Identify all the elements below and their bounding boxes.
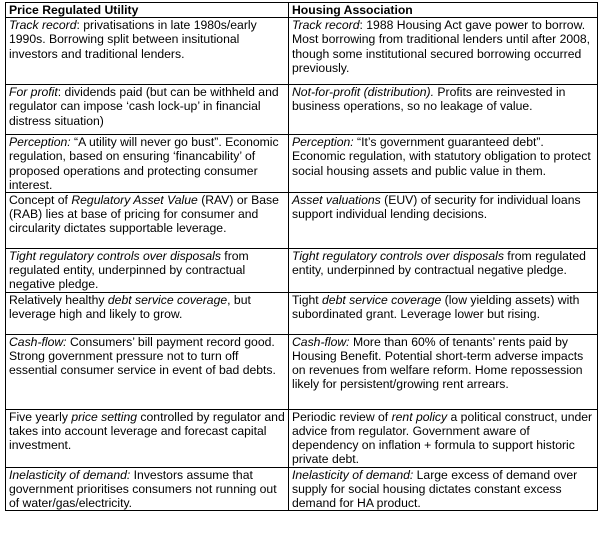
cell-text: controlled by regulator and takes into account leverage and forecast capital investment.: [9, 409, 285, 453]
cell-emphasis: Tight regulatory controls over disposals: [9, 249, 221, 264]
cell-prefix: Concept of: [9, 193, 72, 208]
cell-emphasis: rent policy: [391, 409, 448, 424]
cell-text: from regulated entity, underpinned by contractual negative pledge.: [292, 249, 586, 278]
housing-cell: [289, 409, 598, 467]
table-row: [6, 85, 598, 135]
header-housing-association: Housing Association: [289, 3, 598, 18]
cell-emphasis: Track record: [292, 18, 360, 33]
utility-cell: [6, 135, 289, 193]
cell-emphasis: Not-for-profit (distribution).: [292, 85, 435, 100]
cell-prefix: Relatively healthy: [9, 292, 108, 307]
utility-cell: [6, 409, 289, 467]
cell-prefix: Tight: [292, 292, 323, 307]
utility-cell: [6, 292, 289, 334]
utility-cell: [6, 467, 289, 511]
header-row: [6, 3, 598, 18]
cell-prefix: Five yearly: [9, 409, 72, 424]
cell-text: “It’s government guaranteed debt”. Economic regulation, with statutory obligation to protect social housing assets and public value in them.: [292, 135, 591, 178]
cell-text: from regulated entity, underpinned by contractual negative pledge.: [9, 249, 249, 292]
cell-text: Large excess of demand over supply for social housing dictates constant excess demand for HA product.: [292, 467, 578, 511]
cell-text: , but leverage high and likely to grow.: [9, 292, 251, 321]
utility-cell: [6, 193, 289, 249]
housing-cell: [289, 334, 598, 409]
cell-emphasis: Track record: [9, 18, 77, 33]
cell-emphasis: Inelasticity of demand:: [292, 467, 414, 482]
cell-text: : dividends paid (but can be withheld and regulator can impose ‘cash lock-up’ in financial distress situation): [9, 85, 279, 128]
cell-text: Consumers’ bill payment record good. Strong government pressure not to turn off essential consumer service in event of bad debts.: [9, 334, 276, 378]
table-row: [6, 249, 598, 293]
cell-emphasis: debt service coverage: [107, 292, 228, 307]
cell-prefix: Periodic review of: [292, 409, 392, 424]
table-row: [6, 334, 598, 409]
housing-cell: [289, 135, 598, 193]
cell-emphasis: Cash-flow:: [9, 334, 67, 349]
utility-cell: [6, 85, 289, 135]
cell-text: (low yielding assets) with subordinated grant. Leverage lower but rising.: [292, 292, 580, 321]
housing-cell: [289, 249, 598, 293]
housing-cell: [289, 18, 598, 85]
housing-cell: [289, 292, 598, 334]
comparison-table: [5, 2, 598, 511]
cell-text: Profits are reinvested in business operations, so no leakage of value.: [292, 85, 566, 114]
utility-cell: [6, 334, 289, 409]
cell-text: More than 60% of tenants’ rents paid by Housing Benefit. Potential short-term adverse impacts on revenues from welfare reform. Home repossession likely for persistent/growing rent arrears.: [292, 334, 584, 392]
table-row: [6, 18, 598, 85]
cell-text: a political construct, under advice from regulator. Government aware of dependency on inflation + formula to support historic private debt.: [292, 409, 593, 467]
cell-emphasis: Perception:: [292, 135, 354, 150]
utility-cell: [6, 18, 289, 85]
utility-cell: [6, 249, 289, 293]
table-row: [6, 409, 598, 467]
housing-cell: [289, 193, 598, 249]
cell-emphasis: debt service coverage: [322, 292, 442, 307]
housing-cell: [289, 85, 598, 135]
cell-emphasis: Regulatory Asset Value: [71, 193, 198, 208]
cell-emphasis: Asset valuations: [292, 193, 381, 208]
cell-text: (EUV) of security for individual loans support individual lending decisions.: [292, 193, 581, 222]
cell-text: : 1988 Housing Act gave power to borrow. Most borrowing from traditional lenders until after 2008, though some institutional secured borrowing occurred previously.: [292, 18, 591, 75]
table-row: [6, 135, 598, 193]
cell-emphasis: price setting: [71, 409, 138, 424]
table-row: [6, 193, 598, 249]
cell-text: (RAV) or Base (RAB) lies at base of pricing for consumer and circularity dictates supportable leverage.: [9, 193, 279, 236]
cell-emphasis: Perception:: [9, 135, 71, 150]
cell-emphasis: Cash-flow:: [292, 334, 350, 349]
cell-text: Investors assume that government prioritises consumers not running out of water/gas/electricity.: [9, 467, 277, 511]
header-price-regulated-utility: Price Regulated Utility: [6, 3, 289, 18]
table-row: [6, 292, 598, 334]
cell-text: : privatisations in late 1980s/early 1990s. Borrowing split between insitutional investors and traditional lenders.: [9, 18, 257, 61]
table-row: [6, 467, 598, 511]
housing-cell: [289, 467, 598, 511]
cell-emphasis: Tight regulatory controls over disposals: [292, 249, 504, 264]
cell-text: “A utility will never go bust”. Economic regulation, based on ensuring ‘financability’ of proposed operations and protecting consumer interest.: [9, 135, 279, 192]
cell-emphasis: Inelasticity of demand:: [9, 467, 131, 482]
cell-emphasis: For profit: [9, 85, 58, 100]
